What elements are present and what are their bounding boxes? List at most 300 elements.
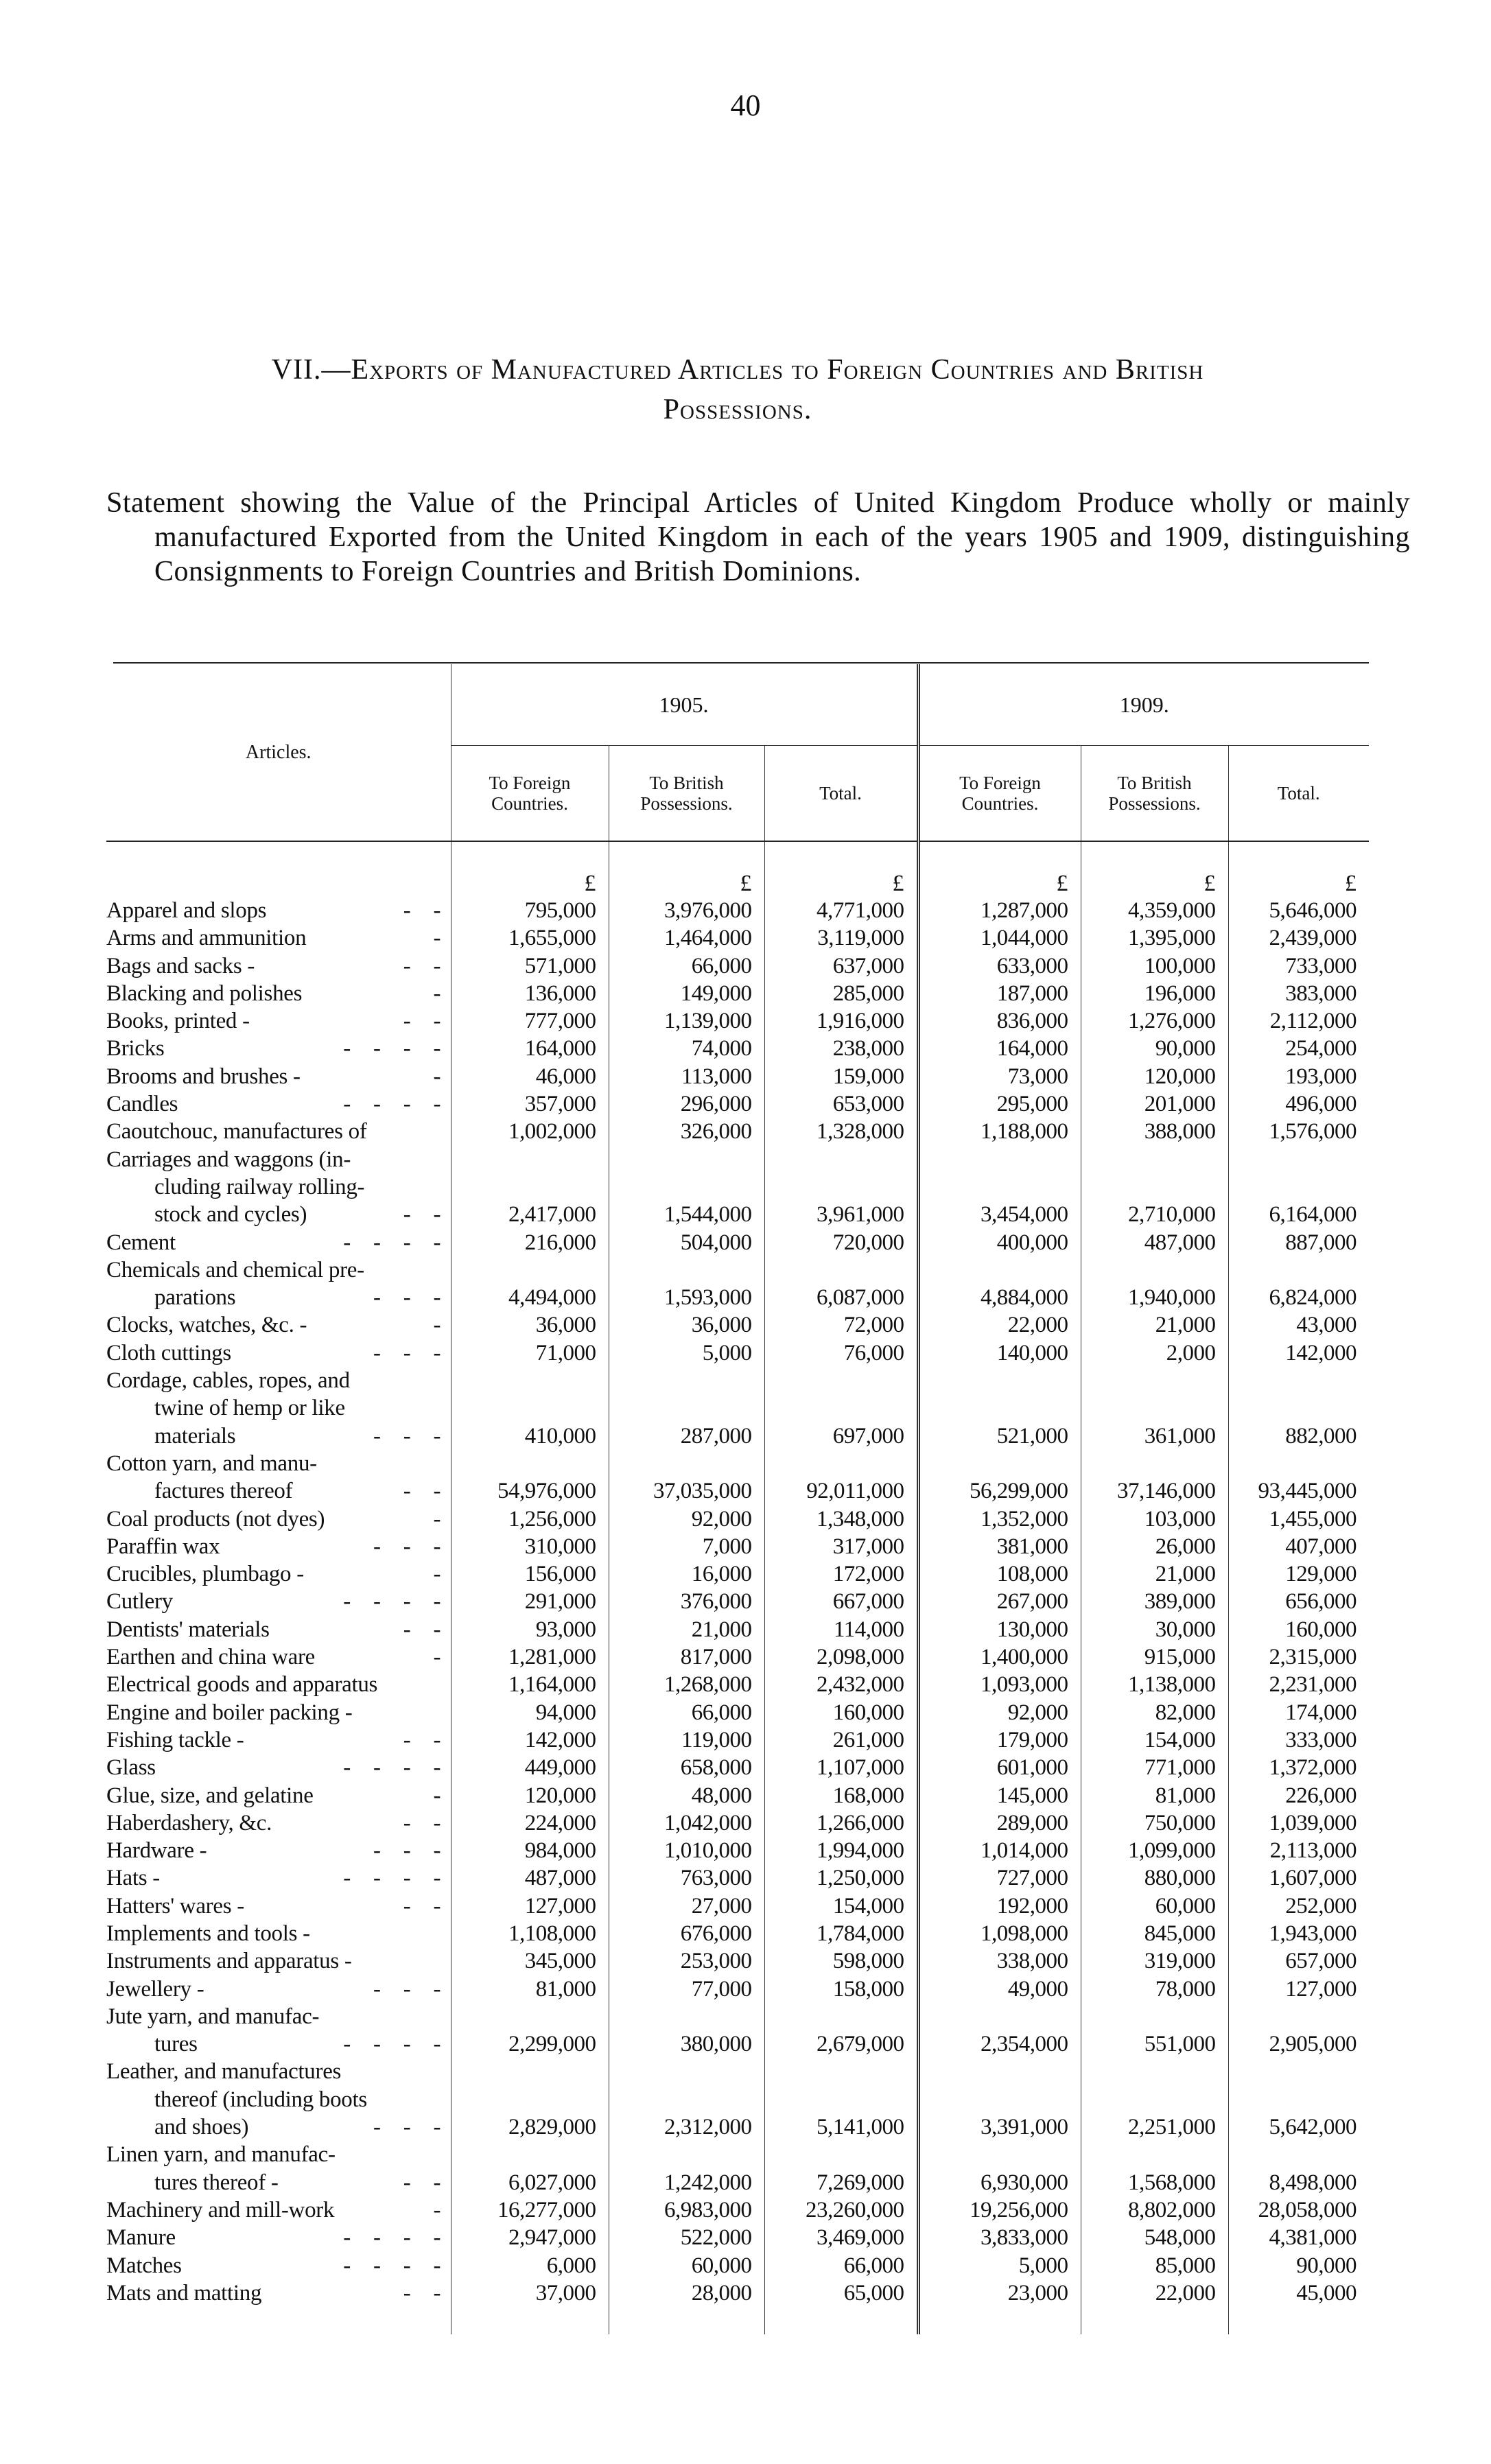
article [106,1311,451,1339]
value-british-1905: 1,010,000 [609,1837,764,1864]
article [106,1035,451,1062]
value-total-1905: 1,266,000 [764,1809,918,1837]
value-british-1905: 66,000 [609,1699,764,1726]
value-foreign-1905: 46,000 [451,1063,609,1090]
value-foreign-1909: 338,000 [918,1947,1081,1975]
article-label: Clocks, watches, &c. - [106,1313,307,1338]
article [106,1726,451,1754]
value-total-1909: 2,315,000 [1228,1643,1369,1671]
value-total-1905: 1,916,000 [764,1007,918,1035]
article [106,980,451,1007]
value-total-1905: 72,000 [764,1311,918,1339]
spacer-cell [918,2307,1081,2334]
value-british-1905: 287,000 [609,1367,764,1450]
value-total-1909: 1,607,000 [1228,1864,1369,1892]
value-british-1909: 1,568,000 [1081,2141,1228,2196]
dot-leader: - [433,1783,443,1808]
article-cell [106,2279,451,2307]
value-total-1909: 45,000 [1228,2279,1369,2307]
table-row [106,1533,1369,1560]
article-cell [106,1367,451,1450]
dot-leader: - - - - [343,1755,443,1781]
value-total-1909: 6,824,000 [1228,1256,1369,1312]
value-total-1905: 92,011,000 [764,1450,918,1505]
value-total-1909: 226,000 [1228,1782,1369,1809]
value-british-1909: 880,000 [1081,1864,1228,1892]
value-british-1905: 1,593,000 [609,1256,764,1312]
value-british-1905: 1,139,000 [609,1007,764,1035]
article-label: Chemicals and chemical pre- parations [106,1257,364,1311]
article-label: Linen yarn, and manufac- tures thereof - [106,2142,336,2195]
dot-leader: - - [403,1810,443,1835]
dot-leader: - - - [373,1976,443,2002]
value-total-1909: 127,000 [1228,1975,1369,2003]
article-label: Hats - [106,1866,160,1891]
value-foreign-1905: 795,000 [451,897,609,924]
table-row [106,1560,1369,1588]
article-cell [106,1311,451,1339]
value-foreign-1909: 179,000 [918,1726,1081,1754]
article-label: Leather, and manufactures thereof (including boots and shoes) [106,2059,367,2140]
article-label: Hardware - [106,1838,207,1864]
value-foreign-1909: 1,014,000 [918,1837,1081,1864]
value-total-1909: 174,000 [1228,1699,1369,1726]
value-total-1909: 496,000 [1228,1090,1369,1118]
article-cell [106,952,451,980]
value-foreign-1909: 1,188,000 [918,1118,1081,1145]
value-british-1905: 658,000 [609,1754,764,1781]
value-foreign-1905: 291,000 [451,1588,609,1615]
article-label: Blacking and polishes [106,981,303,1006]
article [106,1920,451,1947]
value-total-1909: 5,646,000 [1228,897,1369,924]
article [106,952,451,980]
article-cell [106,1837,451,1864]
value-british-1909: 21,000 [1081,1560,1228,1588]
dot-leader: - - [403,2280,443,2305]
article-label: Coal products (not dyes) [106,1506,325,1532]
article [106,1892,451,1920]
article-label: Earthen and china ware [106,1645,315,1670]
articles-header: Articles. [106,664,451,841]
article-cell [106,1947,451,1975]
title-line-1: Exports of Manufactured Articles to Foreign Countries and British [351,354,1204,386]
article-label: Caoutchouc, manufactures of [106,1119,367,1145]
value-foreign-1905: 1,281,000 [451,1643,609,1671]
value-total-1905: 1,348,000 [764,1505,918,1533]
value-foreign-1909: 192,000 [918,1892,1081,1920]
value-foreign-1905: 36,000 [451,1311,609,1339]
currency-symbol: £ [764,841,918,897]
year-header-1905: 1905. [451,664,918,746]
value-british-1909: 1,395,000 [1081,924,1228,952]
table-row [106,1063,1369,1090]
dot-leader: - [433,1313,443,1338]
title-numeral: VII.— [271,354,351,386]
table-row [106,1339,1369,1367]
value-british-1905: 376,000 [609,1588,764,1615]
value-foreign-1905: 310,000 [451,1533,609,1560]
article [106,1533,451,1560]
value-british-1909: 845,000 [1081,1920,1228,1947]
table-row [106,1146,1369,1229]
value-foreign-1905: 6,027,000 [451,2141,609,2196]
value-british-1905: 296,000 [609,1090,764,1118]
value-total-1909: 733,000 [1228,952,1369,980]
article [106,1699,451,1726]
table-row [106,924,1369,952]
value-british-1905: 66,000 [609,952,764,980]
article-cell [106,1035,451,1062]
value-total-1909: 2,112,000 [1228,1007,1369,1035]
subheader-british-1905: To British Possessions. [609,746,764,842]
table-row [106,1782,1369,1809]
value-foreign-1909: 164,000 [918,1035,1081,1062]
value-foreign-1909: 108,000 [918,1560,1081,1588]
article-label: Carriages and waggons (in- cluding railway rolling- stock and cycles) [106,1147,365,1228]
dot-leader: - - [403,1893,443,1919]
value-total-1909: 2,905,000 [1228,2003,1369,2058]
value-foreign-1905: 2,299,000 [451,2003,609,2058]
value-british-1909: 37,146,000 [1081,1450,1228,1505]
dot-leader: - [433,2197,443,2222]
article-label: Apparel and slops [106,898,267,923]
value-foreign-1905: 449,000 [451,1754,609,1781]
value-foreign-1909: 6,930,000 [918,2141,1081,2196]
value-foreign-1905: 71,000 [451,1339,609,1367]
value-foreign-1909: 1,044,000 [918,924,1081,952]
table-row [106,1256,1369,1312]
article [106,2252,451,2279]
table-row [106,952,1369,980]
table-row [106,1920,1369,1947]
article [106,1146,451,1229]
value-foreign-1905: 984,000 [451,1837,609,1864]
value-total-1905: 261,000 [764,1726,918,1754]
value-foreign-1909: 1,098,000 [918,1920,1081,1947]
dot-leader: - - [403,1617,443,1642]
article [106,1256,451,1312]
article-cell [106,1450,451,1505]
table-row [106,1975,1369,2003]
article-label: Cutlery [106,1589,173,1615]
dot-leader: - - - [373,2115,443,2140]
value-british-1909: 548,000 [1081,2224,1228,2251]
value-total-1909: 43,000 [1228,1311,1369,1339]
article-cell [106,2224,451,2251]
value-foreign-1909: 1,400,000 [918,1643,1081,1671]
value-foreign-1905: 1,002,000 [451,1118,609,1145]
value-british-1909: 551,000 [1081,2003,1228,2058]
table-row [106,980,1369,1007]
table-row [106,1754,1369,1781]
value-foreign-1909: 1,093,000 [918,1671,1081,1698]
value-foreign-1909: 400,000 [918,1229,1081,1256]
value-total-1909: 656,000 [1228,1588,1369,1615]
article-cell [106,2252,451,2279]
article [106,1560,451,1588]
value-total-1905: 697,000 [764,1367,918,1450]
table-row [106,2141,1369,2196]
table-row [106,1311,1369,1339]
article-cell [106,1726,451,1754]
value-foreign-1905: 164,000 [451,1035,609,1062]
value-foreign-1905: 345,000 [451,1947,609,1975]
article [106,1090,451,1118]
article-label: Books, printed - [106,1009,250,1034]
value-british-1909: 319,000 [1081,1947,1228,1975]
value-foreign-1909: 289,000 [918,1809,1081,1837]
value-total-1905: 3,119,000 [764,924,918,952]
article [106,2196,451,2224]
table-row [106,1505,1369,1533]
article-label: Hatters' wares - [106,1893,244,1919]
value-british-1909: 1,138,000 [1081,1671,1228,1698]
value-total-1905: 4,771,000 [764,897,918,924]
value-british-1909: 103,000 [1081,1505,1228,1533]
article [106,2279,451,2307]
dot-leader: - [433,926,443,951]
value-total-1905: 317,000 [764,1533,918,1560]
value-british-1905: 5,000 [609,1339,764,1367]
value-total-1909: 193,000 [1228,1063,1369,1090]
table-row [106,1450,1369,1505]
table-row [106,2224,1369,2251]
dot-leader: - - - [373,1340,443,1365]
article-label: Cloth cuttings [106,1340,231,1365]
value-british-1909: 8,802,000 [1081,2196,1228,2224]
value-foreign-1909: 23,000 [918,2279,1081,2307]
article-cell [106,897,451,924]
value-british-1909: 487,000 [1081,1229,1228,1256]
value-foreign-1905: 2,417,000 [451,1146,609,1229]
value-foreign-1905: 54,976,000 [451,1450,609,1505]
article [106,1367,451,1450]
dot-leader: - - [403,1727,443,1752]
value-british-1905: 16,000 [609,1560,764,1588]
dot-leader: - [433,1562,443,1587]
value-british-1905: 676,000 [609,1920,764,1947]
value-total-1909: 1,372,000 [1228,1754,1369,1781]
currency-symbol: £ [1081,841,1228,897]
currency-row [106,841,1369,897]
article [106,2224,451,2251]
table-row [106,1864,1369,1892]
value-foreign-1909: 140,000 [918,1339,1081,1367]
value-british-1909: 22,000 [1081,2279,1228,2307]
value-british-1905: 326,000 [609,1118,764,1145]
value-foreign-1905: 2,829,000 [451,2058,609,2141]
article-cell [106,1588,451,1615]
value-british-1905: 1,464,000 [609,924,764,952]
value-foreign-1909: 381,000 [918,1533,1081,1560]
table-row [106,2279,1369,2307]
value-foreign-1905: 777,000 [451,1007,609,1035]
value-british-1905: 74,000 [609,1035,764,1062]
value-british-1905: 113,000 [609,1063,764,1090]
dot-leader: - - - - [343,2225,443,2251]
article-cell [106,1782,451,1809]
table-row [106,1892,1369,1920]
article-label: Glass [106,1755,156,1781]
value-total-1905: 23,260,000 [764,2196,918,2224]
value-british-1909: 389,000 [1081,1588,1228,1615]
value-british-1905: 1,042,000 [609,1809,764,1837]
section-title [106,350,1369,430]
value-total-1909: 6,164,000 [1228,1146,1369,1229]
value-total-1909: 129,000 [1228,1560,1369,1588]
dot-leader: - [433,1064,443,1089]
value-total-1909: 2,231,000 [1228,1671,1369,1698]
article-cell [106,2196,451,2224]
dot-leader: - - [403,2170,443,2195]
dot-leader: - - [403,898,443,923]
dot-leader: - - - - [343,1866,443,1891]
value-british-1909: 388,000 [1081,1118,1228,1145]
table-row [106,1671,1369,1698]
exports-table-container [106,664,1369,2334]
value-foreign-1909: 187,000 [918,980,1081,1007]
value-british-1909: 750,000 [1081,1809,1228,1837]
table-row [106,1809,1369,1837]
value-foreign-1905: 224,000 [451,1809,609,1837]
article-cell [106,1339,451,1367]
exports-table [106,664,1369,2334]
article-cell [106,1146,451,1229]
value-british-1909: 1,940,000 [1081,1256,1228,1312]
value-british-1909: 361,000 [1081,1367,1228,1450]
value-british-1905: 27,000 [609,1892,764,1920]
article-cell [106,1007,451,1035]
value-total-1909: 252,000 [1228,1892,1369,1920]
article-cell [106,1892,451,1920]
value-foreign-1909: 633,000 [918,952,1081,980]
value-total-1909: 93,445,000 [1228,1450,1369,1505]
article-cell [106,1809,451,1837]
dot-leader: - - - - [343,1230,443,1255]
value-british-1909: 915,000 [1081,1643,1228,1671]
value-british-1909: 100,000 [1081,952,1228,980]
subheader-total-1909: Total. [1228,746,1369,842]
article [106,1754,451,1781]
dot-leader: - [433,1645,443,1670]
value-total-1905: 172,000 [764,1560,918,1588]
value-foreign-1909: 2,354,000 [918,2003,1081,2058]
value-total-1905: 653,000 [764,1090,918,1118]
value-british-1909: 30,000 [1081,1616,1228,1643]
dot-leader: - - [403,1202,443,1228]
value-foreign-1905: 4,494,000 [451,1256,609,1312]
value-total-1905: 159,000 [764,1063,918,1090]
value-total-1905: 7,269,000 [764,2141,918,2196]
table-row [106,1229,1369,1256]
table-row [106,2058,1369,2141]
value-total-1905: 66,000 [764,2252,918,2279]
article [106,1864,451,1892]
value-total-1909: 1,455,000 [1228,1505,1369,1533]
article [106,897,451,924]
article-cell [106,1975,451,2003]
article [106,2003,451,2058]
value-foreign-1905: 93,000 [451,1616,609,1643]
value-total-1905: 720,000 [764,1229,918,1256]
value-total-1905: 168,000 [764,1782,918,1809]
value-total-1909: 1,039,000 [1228,1809,1369,1837]
value-foreign-1905: 2,947,000 [451,2224,609,2251]
article-cell [106,1229,451,1256]
value-foreign-1905: 1,108,000 [451,1920,609,1947]
currency-symbol: £ [1228,841,1369,897]
statement-paragraph: Statement showing the Value of the Principal Articles of United Kingdom Produce wholly or mainly manufactured Exported from the United Kingdom in each of the years 1905 and 1909, distinguishing Consignments to Foreign Countries and British Dominions. [106,487,1410,587]
article-label: Crucibles, plumbago - [106,1562,304,1587]
value-total-1905: 65,000 [764,2279,918,2307]
dot-leader: - [433,981,443,1006]
article-label: Electrical goods and apparatus [106,1672,378,1698]
value-foreign-1905: 81,000 [451,1975,609,2003]
article [106,1339,451,1367]
article-label: Cement [106,1230,176,1255]
value-british-1905: 817,000 [609,1643,764,1671]
value-british-1909: 78,000 [1081,1975,1228,2003]
value-foreign-1905: 487,000 [451,1864,609,1892]
value-foreign-1909: 19,256,000 [918,2196,1081,2224]
article-cell [106,1920,451,1947]
dot-leader: - - - - [343,2032,443,2057]
dot-leader: - - [403,953,443,978]
table-row [106,1588,1369,1615]
dot-leader: - - - [373,1838,443,1864]
value-british-1905: 3,976,000 [609,897,764,924]
article-cell [106,1616,451,1643]
article [106,2141,451,2196]
value-total-1909: 8,498,000 [1228,2141,1369,2196]
value-total-1905: 598,000 [764,1947,918,1975]
subheader-total-1905: Total. [764,746,918,842]
value-british-1905: 504,000 [609,1229,764,1256]
value-total-1909: 1,943,000 [1228,1920,1369,1947]
spacer-cell [764,2307,918,2334]
value-british-1909: 85,000 [1081,2252,1228,2279]
value-british-1905: 92,000 [609,1505,764,1533]
value-foreign-1905: 136,000 [451,980,609,1007]
value-foreign-1905: 156,000 [451,1560,609,1588]
value-british-1909: 60,000 [1081,1892,1228,1920]
dot-leader: - - [403,1009,443,1034]
value-british-1909: 1,276,000 [1081,1007,1228,1035]
value-total-1905: 285,000 [764,980,918,1007]
value-british-1909: 26,000 [1081,1533,1228,1560]
value-foreign-1905: 1,655,000 [451,924,609,952]
article [106,1588,451,1615]
article-label: Glue, size, and gelatine [106,1783,314,1808]
article-label: Mats and matting [106,2280,262,2305]
value-foreign-1909: 22,000 [918,1311,1081,1339]
table-row [106,1643,1369,1671]
value-british-1909: 81,000 [1081,1782,1228,1809]
value-foreign-1905: 357,000 [451,1090,609,1118]
article-cell [106,1754,451,1781]
value-british-1905: 1,544,000 [609,1146,764,1229]
value-total-1909: 383,000 [1228,980,1369,1007]
value-foreign-1909: 49,000 [918,1975,1081,2003]
table-row [106,1118,1369,1145]
value-foreign-1905: 1,164,000 [451,1671,609,1698]
value-foreign-1905: 37,000 [451,2279,609,2307]
article-cell [106,1560,451,1588]
article [106,1505,451,1533]
article-cell [106,1118,451,1145]
article [106,1947,451,1975]
